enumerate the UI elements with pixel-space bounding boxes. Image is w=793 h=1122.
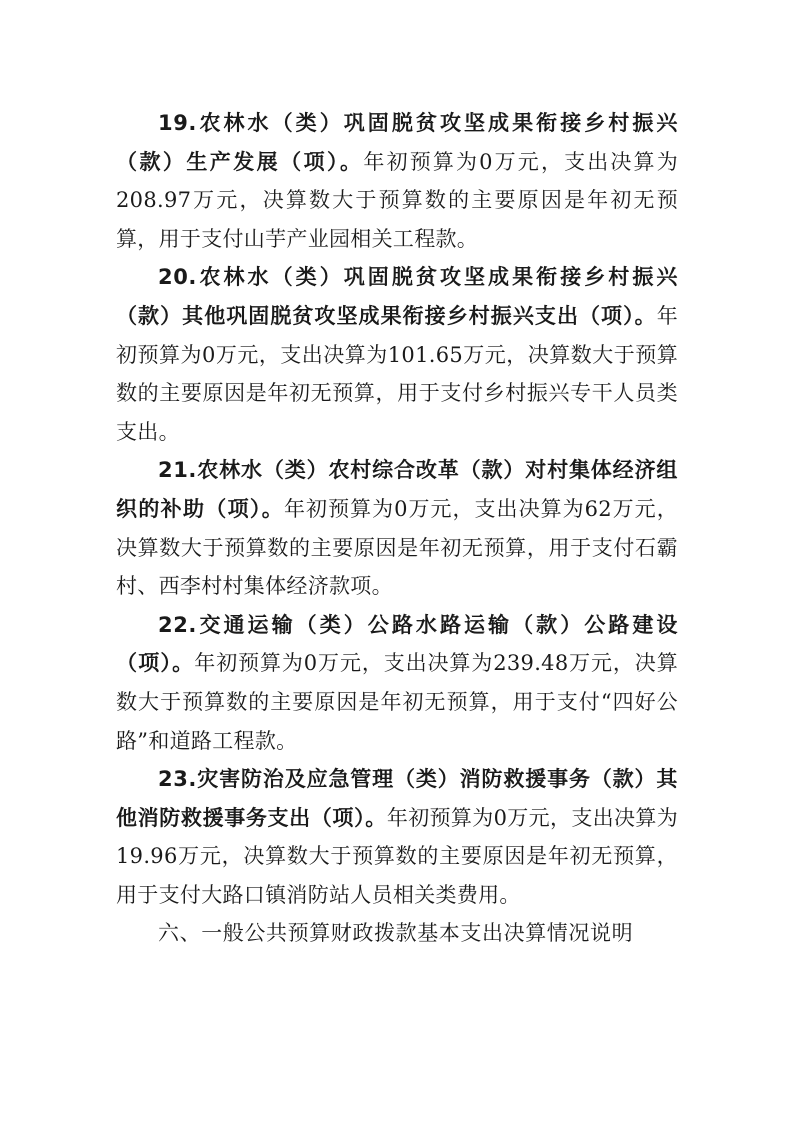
paragraph-lead: 21.农林水（类）农村综合改革（款）对村集体经济组织的补助（项）。 [116, 458, 678, 521]
paragraph-item-20 [116, 258, 678, 451]
paragraph-lead: 23.灾害防治及应急管理（类）消防救援事务（款）其他消防救援事务支出（项）。 [116, 767, 678, 830]
paragraph-text: 年初预算为0万元，支出决算为208.97万元，决算数大于预算数的主要原因是年初无预算，用于支付山芋产业园相关工程款。 [116, 149, 678, 251]
paragraph-text: 年初预算为0万元，支出决算为62万元，决算数大于预算数的主要原因是年初无预算，用于支付石霸村、西李村村集体经济款项。 [116, 496, 678, 599]
paragraph-item-23 [116, 760, 678, 914]
paragraph-lead: 20.农林水（类）巩固脱贫攻坚成果衔接乡村振兴（款）其他巩固脱贫攻坚成果衔接乡村振兴支出（项）。 [116, 265, 678, 328]
paragraph-item-19 [116, 104, 678, 258]
paragraph-text: 年初预算为0万元，支出决算为239.48万元，决算数大于预算数的主要原因是年初无预算，用于支付“四好公路”和道路工程款。 [116, 651, 678, 753]
paragraph-lead: 22.交通运输（类）公路水路运输（款）公路建设（项）。 [116, 612, 678, 676]
paragraph-item-22 [116, 606, 678, 760]
document-body [116, 104, 678, 953]
paragraph-text: 年初预算为0万元，支出决算为101.65万元，决算数大于预算数的主要原因是年初无预算，用于支付乡村振兴专干人员类支出。 [116, 303, 678, 444]
paragraph-item-21 [116, 451, 678, 605]
section-heading: 六、一般公共预算财政拨款基本支出决算情况说明 [158, 921, 634, 946]
paragraph-text: 年初预算为0万元，支出决算为19.96万元，决算数大于预算数的主要原因是年初无预算，用于支付大路口镇消防站人员相关类费用。 [116, 805, 678, 907]
paragraph-lead: 19.农林水（类）巩固脱贫攻坚成果衔接乡村振兴（款）生产发展（项）。 [116, 111, 678, 174]
